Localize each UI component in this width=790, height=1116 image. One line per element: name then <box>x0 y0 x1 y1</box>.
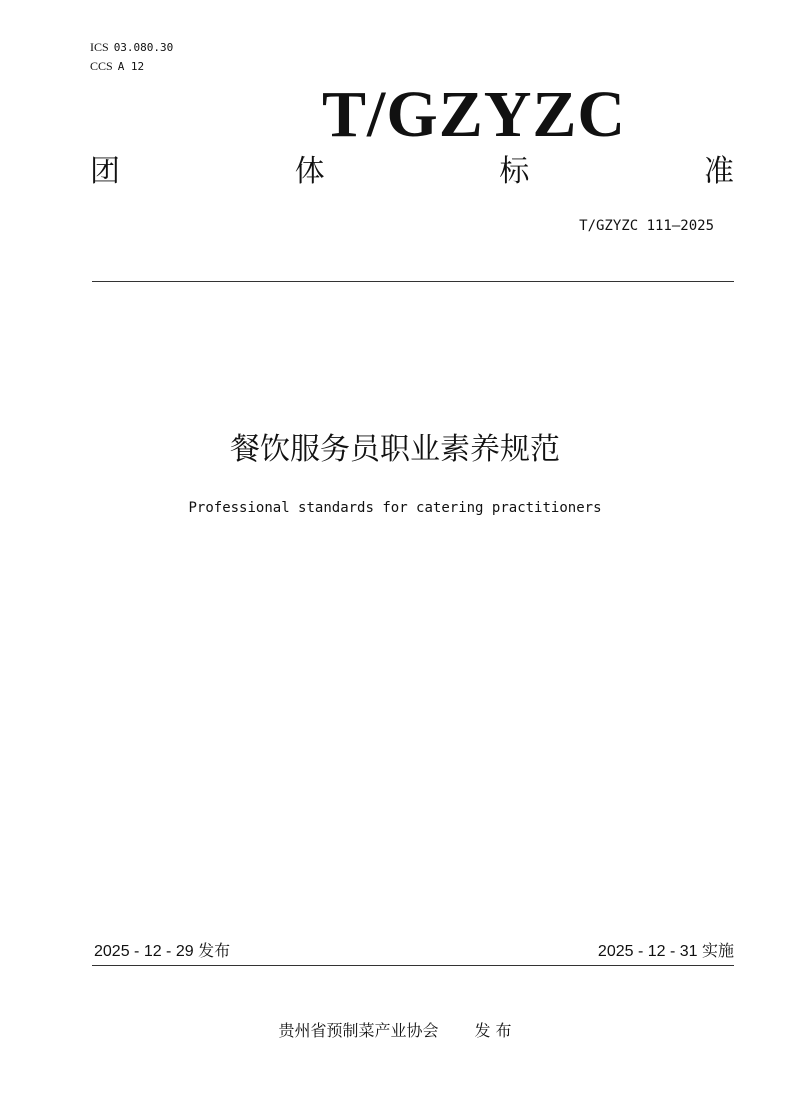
bottom-divider <box>92 965 734 966</box>
publisher-action: 发 布 <box>474 1021 512 1040</box>
classification-block <box>90 38 173 76</box>
implementation-date: 2025 - 12 - 31 实施 <box>597 943 734 960</box>
standard-kind <box>90 152 734 192</box>
document-title-chinese: 餐饮服务员职业素养规范 <box>230 432 560 467</box>
standard-kind-char: 准 <box>703 154 734 189</box>
ics-value: 03.080.30 <box>113 41 174 54</box>
ccs-line <box>90 57 173 76</box>
standard-kind-char: 团 <box>90 154 120 189</box>
ccs-label: CCS <box>90 59 113 73</box>
publisher-name: 贵州省预制菜产业协会 <box>278 1021 439 1040</box>
standard-code: T/GZYZC 111—2025 <box>579 218 714 234</box>
standard-kind-char: 体 <box>294 154 325 189</box>
ics-label: ICS <box>90 40 109 54</box>
release-date: 2025 - 12 - 29 发布 <box>94 943 231 960</box>
standard-kind-char: 标 <box>499 154 530 189</box>
ccs-value: A 12 <box>117 60 145 73</box>
ics-line <box>90 38 173 57</box>
publisher-line <box>0 1019 790 1043</box>
document-title-english: Professional standards for catering practitioners <box>188 500 602 516</box>
top-divider <box>92 281 734 282</box>
standard-logo: T/GZYZC <box>322 78 627 151</box>
